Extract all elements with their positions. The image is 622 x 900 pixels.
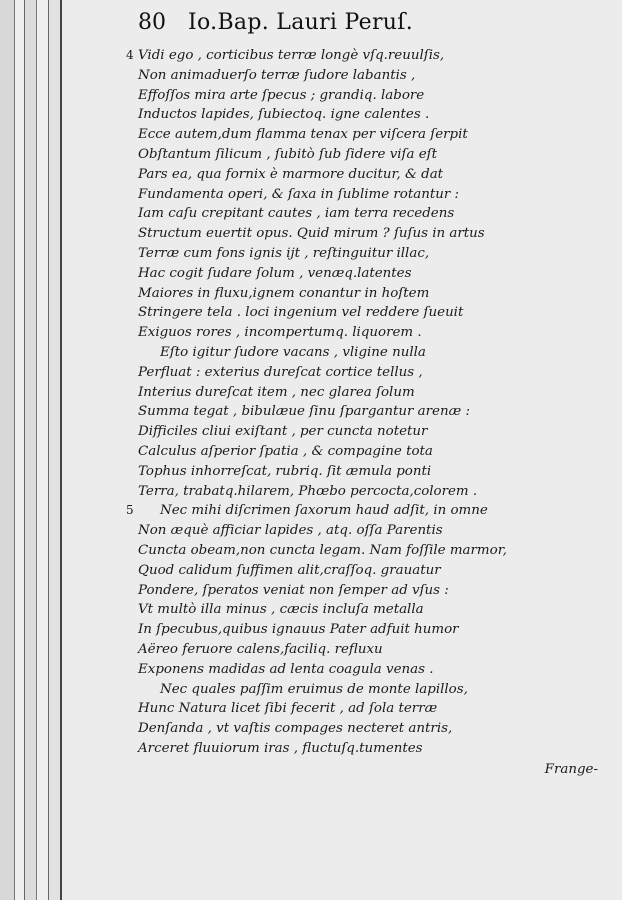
verse-line — [138, 581, 608, 601]
verse-line — [138, 422, 608, 442]
verse-text: Calculus aſperior ſpatia , & compagine tota — [138, 443, 433, 459]
verse-text: Nec mihi diſcrimen ſaxorum haud adſit, in omne — [160, 503, 488, 519]
verse-text: Hunc Natura licet ſibi fecerit , ad ſola terræ — [138, 701, 438, 717]
verse-text: Inductos lapides, ſubiectoq. igne calentes . — [138, 107, 430, 123]
verse-line — [138, 719, 608, 739]
verse-text: Fundamenta operi, & ſaxa in ſublime rotantur : — [138, 186, 460, 202]
verse-line — [138, 303, 608, 323]
verse-text: Hac cogit ſudare ſolum , venæq.latentes — [138, 265, 412, 281]
verse-line — [138, 660, 608, 680]
verse-block — [126, 46, 608, 759]
verse-line — [138, 264, 608, 284]
verse-line — [138, 363, 608, 383]
verse-line — [138, 462, 608, 482]
verse-text: Perfluat : exterius dureſcat cortice tellus , — [138, 364, 423, 380]
verse-text: Ecce autem,dum flamma tenax per viſcera ſerpit — [138, 127, 468, 143]
verse-text: Iam caſu crepitant cautes , iam terra recedens — [138, 206, 455, 222]
verse-text: Terræ cum fons ignis ijt , reſtinguitur illac, — [138, 245, 430, 261]
verse-line — [138, 600, 608, 620]
book-page — [60, 0, 622, 900]
verse-line — [138, 739, 608, 759]
verse-text: Effoſſos mira arte ſpecus ; grandiq. labore — [138, 87, 425, 103]
verse-text: Vt multò illa minus , cæcis incluſa metalla — [138, 602, 424, 618]
verse-text: Cuncta obeam,non cuncta legam. Nam foſſile marmor, — [138, 542, 507, 558]
verse-text: Tophus inhorreſcat, rubriq. ſit æmula ponti — [138, 463, 432, 479]
verse-line — [138, 204, 608, 224]
section-number: 4 — [126, 48, 134, 62]
verse-text: Stringere tela . loci ingenium vel reddere ſueuit — [138, 305, 464, 321]
verse-text: Obſtantum ſilicum , ſubitò ſub ſidere viſa eſt — [138, 146, 438, 162]
verse-line — [138, 561, 608, 581]
verse-line — [138, 284, 608, 304]
verse-line — [138, 244, 608, 264]
verse-line — [138, 699, 608, 719]
verse-line — [138, 343, 608, 363]
section-number: 5 — [126, 503, 134, 518]
verse-text: Interius dureſcat item , nec glarea ſolum — [138, 384, 415, 400]
verse-line — [138, 145, 608, 165]
verse-line — [126, 46, 608, 66]
verse-line — [138, 521, 608, 541]
verse-text: Quod calidum ſuffimen alit,craſſoq. grauatur — [138, 562, 441, 578]
verse-text: Pondere, ſperatos veniat non ſemper ad vſus : — [138, 582, 449, 598]
verse-line — [138, 105, 608, 125]
verse-line — [138, 224, 608, 244]
verse-text: Eſto igitur ſudore vacans , vligine nulla — [160, 344, 426, 360]
verse-line — [138, 185, 608, 205]
verse-text: Structum euertit opus. Quid mirum ? ſuſus in artus — [138, 226, 485, 242]
verse-text: Pars ea, qua fornix è marmore ducitur, & dat — [138, 166, 444, 182]
verse-text: Summa tegat , bibulæue ſinu ſpargantur arenæ : — [138, 404, 470, 420]
verse-text: Denſanda , vt vaſtis compages necteret antris, — [138, 721, 453, 737]
verse-line — [138, 482, 608, 502]
verse-text: Arceret fluuiorum iras , fluctuſq.tumentes — [138, 740, 423, 756]
verse-text: Exiguos rores , incompertumq. liquorem . — [138, 325, 422, 341]
verse-text: Vidi ego , corticibus terræ longè vſq.reuulſis, — [138, 48, 445, 63]
verse-text: Difficiles cliui exiſtant , per cuncta notetur — [138, 424, 428, 440]
verse-text: Maiores in fluxu,ignem conantur in hoſtem — [138, 285, 430, 301]
verse-line — [138, 402, 608, 422]
verse-line — [138, 86, 608, 106]
verse-line — [138, 541, 608, 561]
verse-text: Exponens madidas ad lenta coagula venas . — [138, 661, 434, 677]
verse-line — [138, 323, 608, 343]
verse-line — [138, 383, 608, 403]
verse-text: Aëreo feruore calens,faciliq. refluxu — [138, 641, 383, 657]
verse-line — [138, 165, 608, 185]
verse-text: Terra, trabatq.hilarem, Phœbo percocta,colorem . — [138, 483, 478, 499]
verse-line — [138, 442, 608, 462]
verse-text: Non æquè afficiar lapides , atq. oſſa Parentis — [138, 523, 443, 539]
verse-text: Nec quales paſſim eruimus de monte lapillos, — [160, 681, 468, 697]
page-number: 80 — [138, 10, 166, 35]
verse-line — [138, 66, 608, 86]
verse-line — [138, 640, 608, 660]
verse-text: Non animaduerſo terræ ſudore labantis , — [138, 67, 416, 83]
verse-text: In ſpecubus,quibus ignauus Pater adfuit humor — [138, 622, 459, 638]
page-header — [138, 10, 608, 44]
page-edge — [0, 0, 14, 900]
verse-line — [138, 125, 608, 145]
running-head: Io.Bap. Lauri Peruſ. — [188, 10, 413, 35]
verse-line — [138, 620, 608, 640]
catchword: Frange- — [544, 762, 598, 777]
page-content — [126, 10, 608, 759]
verse-line — [126, 501, 608, 521]
verse-line — [138, 680, 608, 700]
